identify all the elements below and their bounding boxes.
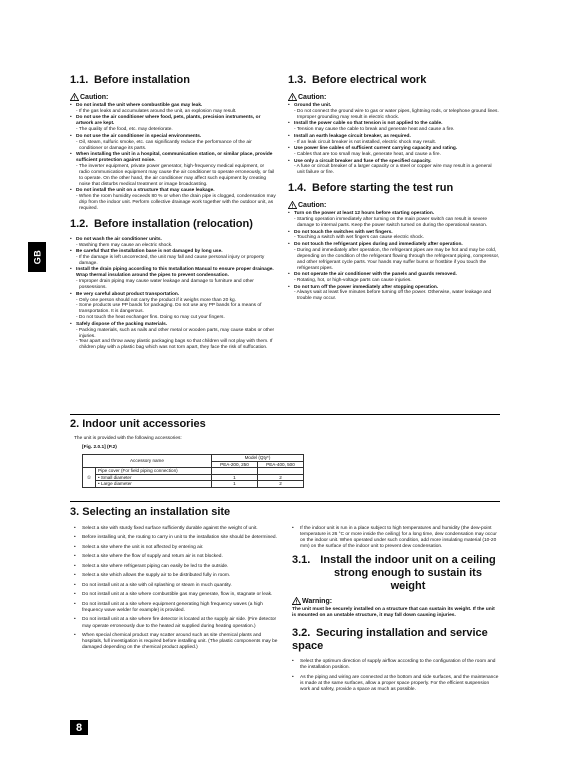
caution-item-title: • Be careful that the installation base is not damaged by long use. [76, 249, 223, 255]
accessories-table [82, 454, 304, 488]
caution-item [70, 115, 276, 133]
heading-3: 3. Selecting an installation site [70, 506, 231, 518]
caution-item-detail: - Some products use PP bands for packaging. Do not use any PP bands for a means of transportation. It is dangerous. [76, 303, 262, 315]
caution-item-title: • Do not operate the air conditioner with the panels and guards removed. [294, 272, 457, 278]
heading-1-1: 1.1. Before installation [70, 74, 190, 86]
caution-item-title: • Safely dispose of the packing materials. [76, 321, 168, 327]
qty-large-2: 2 [257, 481, 303, 488]
caution-item-detail: - Always wait at least five minutes before turning off the power. Otherwise, water leakage and trouble may occur. [294, 290, 492, 302]
caution-item-title: • Do not touch the switches with wet fingers. [294, 229, 393, 235]
caution-item [288, 146, 500, 158]
caution-item [288, 230, 500, 242]
site-selection-right [292, 526, 500, 697]
caution-item [288, 159, 500, 177]
caution-item [288, 242, 500, 272]
caution-list-1-3 [288, 103, 500, 176]
caution-item [70, 322, 276, 352]
list-item: • Select a site which allows the supply air to be distributed fully in room. [74, 573, 282, 579]
caution-item-title: • Do not wash the air conditioner units. [76, 236, 162, 242]
caution-item [288, 272, 500, 284]
section-rule [70, 501, 500, 502]
caution-item-title: • Do not install the unit where combustible gas may leak. [76, 103, 203, 108]
section-rule [70, 414, 500, 415]
list-item: • Select the optimum direction of supply airflow according to the configuration of the room and the installation position. [292, 659, 500, 671]
qty-small-2: 2 [257, 474, 303, 481]
caution-item-detail: - Packing materials, such as nails and other metal or wooden parts, may cause stabs or other injuries. [76, 327, 275, 339]
list-item: • Do not install unit at a site where combustible gas may generate, flow in, stagnate or leak. [74, 592, 282, 598]
caution-item-title: • Use power line cables of sufficient current carrying capacity and rating. [294, 146, 458, 152]
caution-item [70, 103, 276, 115]
heading-3-1: 3.1. Install the indoor unit on a ceiling strong enough to sustain its weight [292, 554, 496, 593]
caution-item [70, 188, 276, 212]
row-name: Pipe cover (For field piping connection) [96, 468, 212, 475]
caution-item-detail: - If the gas leaks and accumulates around the unit, an explosion may result. [76, 108, 237, 114]
caution-item-detail: - A fuse or circuit breaker of a larger capacity or a steel or copper wire may result in a general unit failure or fire. [294, 164, 492, 176]
caution-item [70, 249, 276, 267]
qty-small-1: 1 [211, 474, 257, 481]
caution-item [288, 121, 500, 133]
caution-item [70, 292, 276, 322]
caution-item-detail: - Only one person should not carry the product if it weighs more than 20 kg. [76, 297, 236, 303]
page-number: 8 [70, 720, 88, 735]
service-space-list [292, 659, 500, 693]
sub-item-large: • Large diameter [96, 481, 212, 488]
warning-text: The unit must be securely installed on a structure that can sustain its weight. If the unit is mounted on an unstable structure, it may fall down causing injuries. [292, 607, 495, 619]
list-item: • Before installing unit, the routing to carry in unit to the installation site should be determined. [74, 535, 282, 541]
caution-item-title: • When installing the unit in a hospital, communication station, or similar place, provide sufficient protection against noise. [76, 152, 273, 163]
caution-item-detail: - If an leak circuit breaker is not installed, electric shock may result. [294, 139, 437, 145]
caution-item-detail: - The quality of the food, etc. may deteriorate. [76, 127, 173, 133]
site-selection-left [74, 526, 282, 655]
caution-item-detail: - Touching a switch with wet fingers can cause electric shock. [294, 235, 425, 241]
caution-item-detail: - Starting operation immediately after turning on the main power switch can result in severe damage to internal parts. Keep the power switch turned on during the operational season. [294, 217, 488, 229]
warning-label: Warning: [292, 597, 500, 605]
caution-item [288, 134, 500, 146]
list-item: • Do not install unit at a site where fire detector is located at the supply air side. (Fire detector may operate erroneously due to the heated air supplied during heating operation.) [74, 617, 282, 629]
heading-1-4: 1.4. Before starting the test run [288, 182, 454, 195]
caution-item [70, 152, 276, 187]
caution-item-detail: - Cables that are too small may leak, generate heat, and cause a fire. [294, 152, 441, 158]
warning-triangle-icon [70, 93, 79, 101]
caution-item-detail: - When the room humidity exceeds 80 % or when the drain pipe is clogged, condensation may drip from the indoor unit. Perform collective drainage work together with the outdoor unit, as required. [76, 193, 276, 211]
caution-item-title: • Do not use the air conditioner in special environments. [76, 133, 202, 139]
qty-large-1: 1 [211, 481, 257, 488]
list-item: • As the piping and wiring are connected at the bottom and side surfaces, and the maintenance is made at the same surfaces, allow a proper space properly. For the efficient suspension work and safety, provide a space as much as possible. [292, 675, 500, 693]
caution-item-detail: - Tear apart and throw away plastic packaging bags so that children will not play with them. If children play with a plastic bag which was not torn apart, they face the risk of suffocation. [76, 339, 273, 351]
caution-item-detail: - During and immediately after operation, the refrigerant pipes are may be hot and may be cold, depending on the condition of the refrigerant flowing through the refrigerant piping, compressor, and other refrigerant cycle parts. Your hands may suffer burns or frostbite if you touch the refrigerant pipes. [294, 247, 500, 271]
accessories-intro: The unit is provided with the following accessories: [74, 436, 182, 441]
heading-1-3: 1.3. Before electrical work [288, 74, 427, 86]
header-accessory-name: Accessory name [83, 455, 212, 468]
list-item: • Do not install unit at a site where equipment generating high frequency waves (a high frequency wave welder for example) is provided. [74, 602, 282, 614]
header-model-1: PEA-200, 250 [211, 461, 257, 468]
caution-item-detail: - Tension may cause the cable to break and generate heat and cause a fire. [294, 127, 455, 133]
caution-item-detail: - If the damage is left uncorrected, the unit may fall and cause personal injury or property damage. [76, 255, 265, 266]
caution-list-1-2 [70, 237, 276, 352]
list-item: • When special chemical product may scatter around such as site chemical plants and hospitals, full investigation is required before installing unit. (The plastic components may be damaged depending on the chemical product applied.) [74, 633, 282, 651]
caution-item-title: • Use only a circuit breaker and fuse of the specified capacity. [294, 158, 432, 164]
right-column-section-1 [288, 74, 500, 303]
caution-item-title: • Be very careful about product transportation. [76, 291, 180, 297]
list-item: • Select a site with sturdy fixed surface sufficiently durable against the weight of unit. [74, 526, 282, 532]
heading-2: 2. Indoor unit accessories [70, 418, 206, 430]
caution-item-detail: - Rotating, hot, or high-voltage parts can cause injuries. [294, 278, 412, 283]
warning-triangle-icon [288, 201, 297, 209]
caution-item-detail: - Improper drain piping may cause water leakage and damage to furniture and other possessions. [76, 279, 254, 291]
caution-list-1-4 [288, 211, 500, 302]
warning-triangle-icon [288, 93, 297, 101]
language-tab: GB [28, 242, 46, 272]
caution-label: Caution: [70, 93, 276, 101]
list-item: • Do not install unit at a site with oil splashing or steam in much quantity. [74, 583, 282, 589]
site-selection-list-right [292, 526, 500, 550]
caution-item-title: • Install the power cable so that tension is not applied to the cable. [294, 121, 443, 127]
figure-reference: [Fig. 2.0.1] (P.2) [82, 445, 117, 450]
list-item: • Select a site where the flow of supply and return air is not blocked. [74, 554, 282, 560]
header-model-2: PEA-400, 500 [257, 461, 303, 468]
caution-item [288, 103, 500, 121]
site-selection-list [74, 526, 282, 651]
caution-item-detail: - Washing them may cause an electric shock. [76, 242, 173, 248]
caution-item [288, 211, 500, 229]
caution-item-title: • Do not turn off the power immediately after stopping operation. [294, 284, 439, 290]
caution-list-1-1 [70, 103, 276, 212]
heading-3-2: 3.2. Securing installation and service space [292, 627, 488, 653]
caution-item-title: • Install an earth leakage circuit breaker, as required. [294, 133, 411, 139]
caution-item-title: • Install the drain piping according to this Installation Manual to ensure proper drainage. Wrap thermal insulation around the pipes to prevent condensation. [76, 267, 274, 279]
caution-item-title: • Ground the unit. [294, 103, 332, 108]
caution-item-title: • Do not use the air conditioner where food, pets, plants, precision instruments, or artwork are kept. [76, 115, 261, 127]
row-number: ① [83, 468, 96, 488]
sub-item-small: • Small diameter [96, 474, 212, 481]
heading-1-2: 1.2. Before installation (relocation) [70, 217, 253, 230]
caution-item [288, 285, 500, 303]
caution-item [70, 134, 276, 152]
warning-triangle-icon [292, 597, 301, 605]
caution-item [70, 267, 276, 291]
list-item: • If the indoor unit is run in a place subject to high temperatures and humidity (the dew-point temperature is 26 °C or more inside the ceiling) for a long time, dew condensation may occur on the indoor unit. When operated under such condition, add more insulating material (10-20 mm) on the surface of the indoor unit to prevent dew condensation. [292, 526, 500, 550]
caution-item-detail: - The inverter equipment, private power generator, high-frequency medical equipment, or radio communication equipment may cause the air conditioner to operate erroneously, or fail to operate. On the other hand, the air conditioner may affect such equipment by creating noise that disturbs medical treatment or image broadcasting. [76, 163, 275, 187]
header-model: Model (Qty*) [211, 455, 303, 462]
caution-label: Caution: [288, 201, 500, 209]
caution-item-detail: - Oil, steam, sulfuric smoke, etc. can significantly reduce the performance of the air conditioner or damage its parts. [76, 139, 252, 151]
caution-item-title: • Turn on the power at least 12 hours before starting operation. [294, 211, 435, 217]
caution-label: Caution: [288, 93, 500, 101]
left-column-section-1 [70, 74, 276, 352]
caution-item-detail: - Do not connect the ground wire to gas or water pipes, lightning rods, or telephone ground lines. Improper grounding may result in electric shock. [294, 108, 499, 120]
list-item: • Select a site where refrigerant piping can easily be led to the outside. [74, 564, 282, 570]
caution-item-title: • Do not install the unit on a structure that may cause leakage. [76, 188, 215, 194]
caution-item [70, 237, 276, 249]
list-item: • Select a site where the unit is not affected by entering air. [74, 545, 282, 551]
caution-item-detail: - Do not touch the heat exchanger fins. Doing so may cut your fingers. [76, 315, 225, 321]
caution-item-title: • Do not touch the refrigerant pipes during and immediately after operation. [294, 241, 463, 247]
